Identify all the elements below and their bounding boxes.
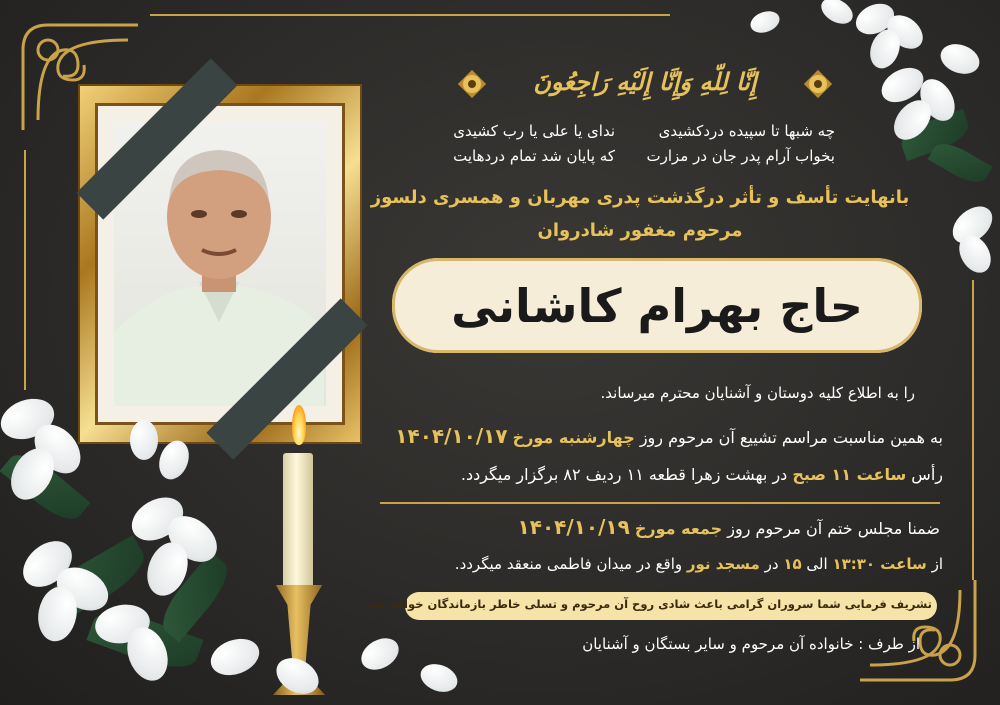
portrait-frame bbox=[78, 84, 362, 444]
name-banner bbox=[392, 258, 922, 353]
quran-verse-calligraphy: إِنَّا لِلّهِ وَإِنَّا إِلَيْهِ رَاجِعُونَ bbox=[533, 67, 757, 96]
memorial-time-start: ساعت ۱۳:۳۰ bbox=[832, 555, 927, 573]
memorial-line-2 bbox=[395, 555, 943, 573]
funeral-at: رأس bbox=[911, 465, 943, 484]
funeral-place: در بهشت زهرا قطعه ۱۱ ردیف ۸۲ برگزار میگردد. bbox=[460, 465, 788, 484]
right-border-line bbox=[972, 280, 974, 580]
memorial-prefix: ضمنا مجلس ختم آن مرحوم روز bbox=[727, 519, 940, 538]
family-line: از طرف : خانواده آن مرحوم و سایر بستگان و آشنایان bbox=[582, 635, 920, 653]
deceased-name: حاج بهرام کاشانی bbox=[451, 278, 863, 333]
memorial-until: الی bbox=[806, 555, 828, 573]
funeral-line-1 bbox=[378, 424, 943, 448]
rosette-icon bbox=[450, 62, 494, 106]
intro-line-1: بانهایت تأسف و تأثر درگذشت پدری مهربان و همسری دلسوز bbox=[370, 187, 910, 208]
notice-text: را به اطلاع کلیه دوستان و آشنایان محترم میرساند. bbox=[600, 384, 915, 402]
intro-line-2: مرحوم مغفور شادروان bbox=[537, 220, 743, 241]
memorial-date: ۱۴۰۴/۱۰/۱۹ bbox=[517, 515, 630, 539]
memorial-from: از bbox=[931, 555, 943, 573]
funeral-date: ۱۴۰۴/۱۰/۱۷ bbox=[395, 424, 508, 448]
funeral-prefix: به همین مناسبت مراسم تشییع آن مرحوم روز bbox=[639, 428, 943, 447]
memorial-time-end: ۱۵ bbox=[783, 555, 802, 573]
poem-line-left-1: ندای یا علی یا رب کشیدی bbox=[453, 122, 615, 140]
funeral-time: ساعت ۱۱ صبح bbox=[792, 465, 907, 484]
poem-line-left-2: که پایان شد تمام دردهایت bbox=[453, 147, 615, 165]
memorial-day: جمعه مورخ bbox=[634, 519, 723, 538]
poem-line-right-1: چه شبها تا سپیده دردکشیدی bbox=[658, 122, 835, 140]
funeral-day: چهارشنبه مورخ bbox=[512, 428, 635, 447]
memorial-place: واقع در میدان فاطمی منعقد میگردد. bbox=[454, 555, 683, 573]
rosette-icon bbox=[796, 62, 840, 106]
candle-flame-icon bbox=[292, 405, 306, 445]
top-border-line bbox=[150, 14, 670, 16]
left-border-line bbox=[24, 150, 26, 390]
funeral-line-2 bbox=[420, 465, 943, 484]
candle-icon bbox=[283, 453, 313, 588]
memorial-mosque: مسجد نور bbox=[686, 555, 760, 573]
memorial-line-1 bbox=[420, 515, 940, 539]
section-divider bbox=[380, 502, 940, 504]
memorial-in: در bbox=[764, 555, 779, 573]
attendance-note: تشریف فرمایی شما سروران گرامی باعث شادی روح آن مرحوم و تسلی خاطر بازماندگان خواهد شد bbox=[367, 597, 932, 611]
poem-line-right-2: بخواب آرام پدر جان در مزارت bbox=[646, 147, 835, 165]
